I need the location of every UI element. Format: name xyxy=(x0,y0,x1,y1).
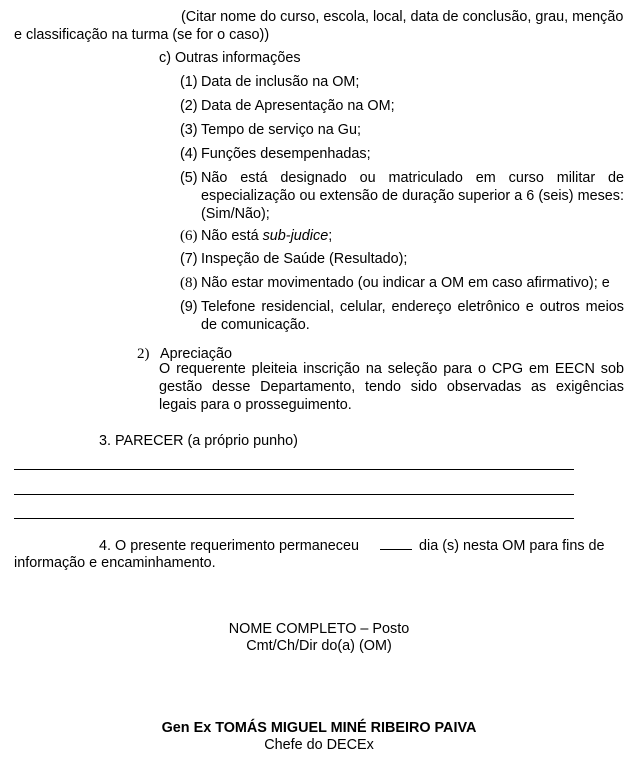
item-number: (3) xyxy=(180,122,198,138)
outras-item-3 xyxy=(180,121,361,139)
outras-item-5-number: (5) xyxy=(180,170,198,186)
parecer-line-3 xyxy=(14,518,574,519)
sub-judice-term: sub-judice xyxy=(262,228,329,244)
outras-item-6 xyxy=(180,227,332,245)
signature2-name xyxy=(0,719,638,737)
outras-item-9-number: (9) xyxy=(180,299,198,315)
signature1-name: NOME COMPLETO – Posto xyxy=(228,621,410,637)
parecer-line-2 xyxy=(14,494,574,495)
parecer-line-1 xyxy=(14,469,574,470)
signature1-role: Cmt/Ch/Dir do(a) (OM) xyxy=(246,638,392,654)
item-text: Não está xyxy=(201,228,263,244)
item-text: Funções desempenhadas; xyxy=(201,146,371,162)
item-text: Data de inclusão na OM; xyxy=(201,74,360,90)
outras-item-5-text: Não está designado ou matriculado em curso militar de especialização ou extensão de duração superior a 6 (seis) meses: (Sim/Não); xyxy=(201,170,624,222)
item-number: (1) xyxy=(180,74,198,90)
item4-part-2: dia (s) nesta OM para fins de xyxy=(419,538,605,554)
item-number: (4) xyxy=(180,146,198,162)
apreciacao-number: 2) xyxy=(137,346,150,362)
outras-item-7 xyxy=(180,250,407,268)
apreciacao-title: Apreciação xyxy=(160,346,232,362)
outras-item-2 xyxy=(180,97,395,115)
item4-part-1: 4. O presente requerimento permaneceu xyxy=(99,538,359,554)
outras-item-1 xyxy=(180,73,359,91)
item-text: Tempo de serviço na Gu; xyxy=(201,122,361,138)
item4-line-2: informação e encaminhamento. xyxy=(14,555,216,571)
outras-item-9-text: Telefone residencial, celular, endereço eletrônico e outros meios de comunicação. xyxy=(201,299,624,333)
item-number: (7) xyxy=(180,251,198,267)
item-text: Data de Apresentação na OM; xyxy=(201,98,395,114)
item-number: (2) xyxy=(180,98,198,114)
signature2-name-text: Gen Ex TOMÁS MIGUEL MINÉ RIBEIRO PAIVA xyxy=(161,720,477,736)
item4-days-blank xyxy=(380,537,412,555)
item-text-end: ; xyxy=(328,228,333,244)
parecer-title: 3. PARECER (a próprio punho) xyxy=(99,433,298,449)
apreciacao-text: O requerente pleiteia inscrição na seleção para o CPG em EECN sob gestão desse Departamento, tendo sido observadas as exigências legais para o prosseguimento. xyxy=(159,361,624,413)
outras-item-4 xyxy=(180,145,371,163)
signature2-role: Chefe do DECEx xyxy=(264,737,374,753)
outras-item-8 xyxy=(180,274,610,292)
outras-heading: c) Outras informações xyxy=(159,50,301,66)
item-number: (8) xyxy=(180,275,198,291)
item-text: Não estar movimentado (ou indicar a OM em caso afirmativo); e xyxy=(201,275,610,291)
intro-line-1: (Citar nome do curso, escola, local, data de conclusão, grau, menção xyxy=(181,9,624,25)
intro-line-2: e classificação na turma (se for o caso)) xyxy=(14,27,270,43)
item-number: (6) xyxy=(180,228,198,244)
item-text: Inspeção de Saúde (Resultado); xyxy=(201,251,408,267)
